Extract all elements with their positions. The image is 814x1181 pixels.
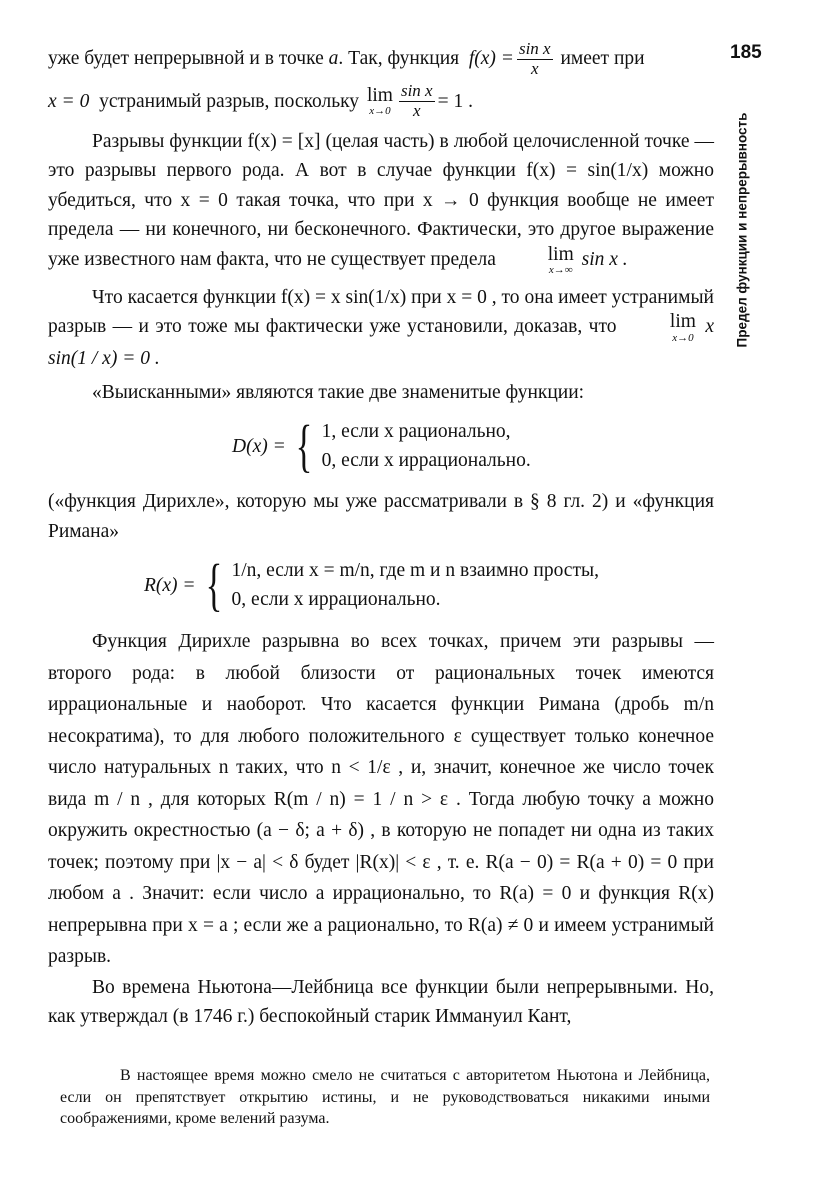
- page-number: 185: [730, 42, 762, 63]
- dirichlet-case-2: 0, если x иррационально.: [321, 450, 531, 472]
- p2-limit-subscript: x→0: [369, 105, 391, 118]
- riemann-cases: [231, 556, 599, 614]
- p4-limit-subscript: x→0: [672, 331, 694, 344]
- dirichlet-cases: [322, 417, 531, 475]
- riemann-brace: {: [205, 552, 222, 618]
- p1-function-lhs: f(x) =: [468, 48, 514, 70]
- p2-fraction-denominator: x: [413, 101, 421, 121]
- riemann-lhs: R(x) =: [144, 574, 196, 596]
- p1-fraction-denominator: x: [531, 58, 539, 78]
- paragraph-7: Функция Дирихле разрывна во всех точках, причем эти разрывы — второго рода: в любой близости от рациональных точек имеются иррациональные и наоборот. Что касается функции Римана (дробь m/n несократима), то для любого положительного ε существует только конечное число натуральных n таких, что n < 1/ε , и, значит, конечное же число точек вида m / n , для которых R(m / n) = 1 / n > ε . Тогда любую точку a можно окружить окрестностью (a − δ; a + δ) , в которую не попадет ни одна из таких точек; поэтому при |x − a| < δ будет |R(x)| < ε , т. е. R(a − 0) = R(a + 0) = 0 при любом a . Значит: если число a иррационально, то R(a) = 0 и функция R(x) непрерывна при x = a ; если же a рационально, то R(a) ≠ 0 и имеем устранимый разрыв.: [48, 631, 714, 968]
- main-text: [48, 40, 714, 1032]
- riemann-formula: [144, 552, 714, 618]
- p2-result: = 1 .: [437, 90, 473, 112]
- p4-limit-word: lim: [669, 311, 696, 333]
- p2-text: устранимый разрыв, поскольку: [99, 90, 360, 112]
- paragraph-1: [48, 40, 714, 78]
- p2-limit: [367, 86, 393, 118]
- p1-text-a: уже будет непрерывной и в точке: [48, 48, 324, 70]
- running-head: Предел функции и непрерывность: [734, 112, 750, 348]
- paragraph-5: «Выисканными» являются такие две знаменитые функции:: [92, 381, 585, 403]
- riemann-case-2: 0, если x иррационально.: [231, 589, 441, 611]
- p3-text: Разрывы функции f(x) = [x] (целая часть) в любой целочисленной точке — это разрывы первого рода. А вот в случае функции f(x) = sin(1/x) можно убедиться, что x = 0 такая точка, что при x → 0 функция вообще не имеет предела — ни конечного, ни бесконечного. Фактически, это другое выражение уже известного нам факта, что не существует предела: [48, 130, 714, 270]
- p3-tail: sin x .: [581, 248, 628, 270]
- p3-limit: [504, 245, 574, 277]
- p2-fraction-numerator: sin x: [400, 81, 433, 101]
- p1-text-c: . Так, функция: [338, 48, 460, 70]
- p2-equation: x = 0: [48, 90, 90, 112]
- p4-tail: x sin(1 / x) = 0 .: [48, 316, 715, 370]
- p1-fraction-numerator: sin x: [518, 39, 551, 58]
- dirichlet-case-1: 1, если x рационально,: [321, 421, 511, 443]
- p1-text-f: имеет при: [560, 48, 645, 70]
- p3-limit-word: lim: [547, 243, 574, 265]
- paragraph-6: («функция Дирихле», которую мы уже рассматривали в § 8 гл. 2) и «функция Римана»: [48, 491, 714, 542]
- paragraph-4: [48, 283, 714, 374]
- p2-limit-word: lim: [366, 84, 393, 106]
- dirichlet-brace: {: [295, 413, 313, 479]
- p2-fraction: [399, 82, 435, 120]
- p1-var-a: a: [328, 48, 339, 70]
- p4-limit: [626, 312, 696, 344]
- p4-text: Что касается функции f(x) = x sin(1/x) при x = 0 , то она имеет устранимый разрыв — и это тоже мы фактически уже установили, доказав, что: [48, 286, 714, 338]
- paragraph-3: [48, 127, 714, 277]
- kant-quote: В настоящее время можно смело не считаться с авторитетом Ньютона и Лейбница, если он препятствует открытию истины, и не руководствоваться никакими иными соображениями, кроме велений разума.: [60, 1067, 710, 1127]
- paragraph-2: [48, 82, 714, 120]
- dirichlet-formula: [232, 413, 714, 479]
- riemann-case-1: 1/n, если x = m/n, где m и n взаимно просты,: [231, 560, 599, 582]
- p3-limit-subscript: x→∞: [548, 264, 573, 277]
- paragraph-8: Во времена Ньютона—Лейбница все функции были непрерывными. Но, как утверждал (в 1746 г.) беспокойный старик Иммануил Кант,: [48, 976, 714, 1028]
- dirichlet-lhs: D(x) =: [232, 435, 286, 457]
- p1-fraction: [517, 40, 553, 78]
